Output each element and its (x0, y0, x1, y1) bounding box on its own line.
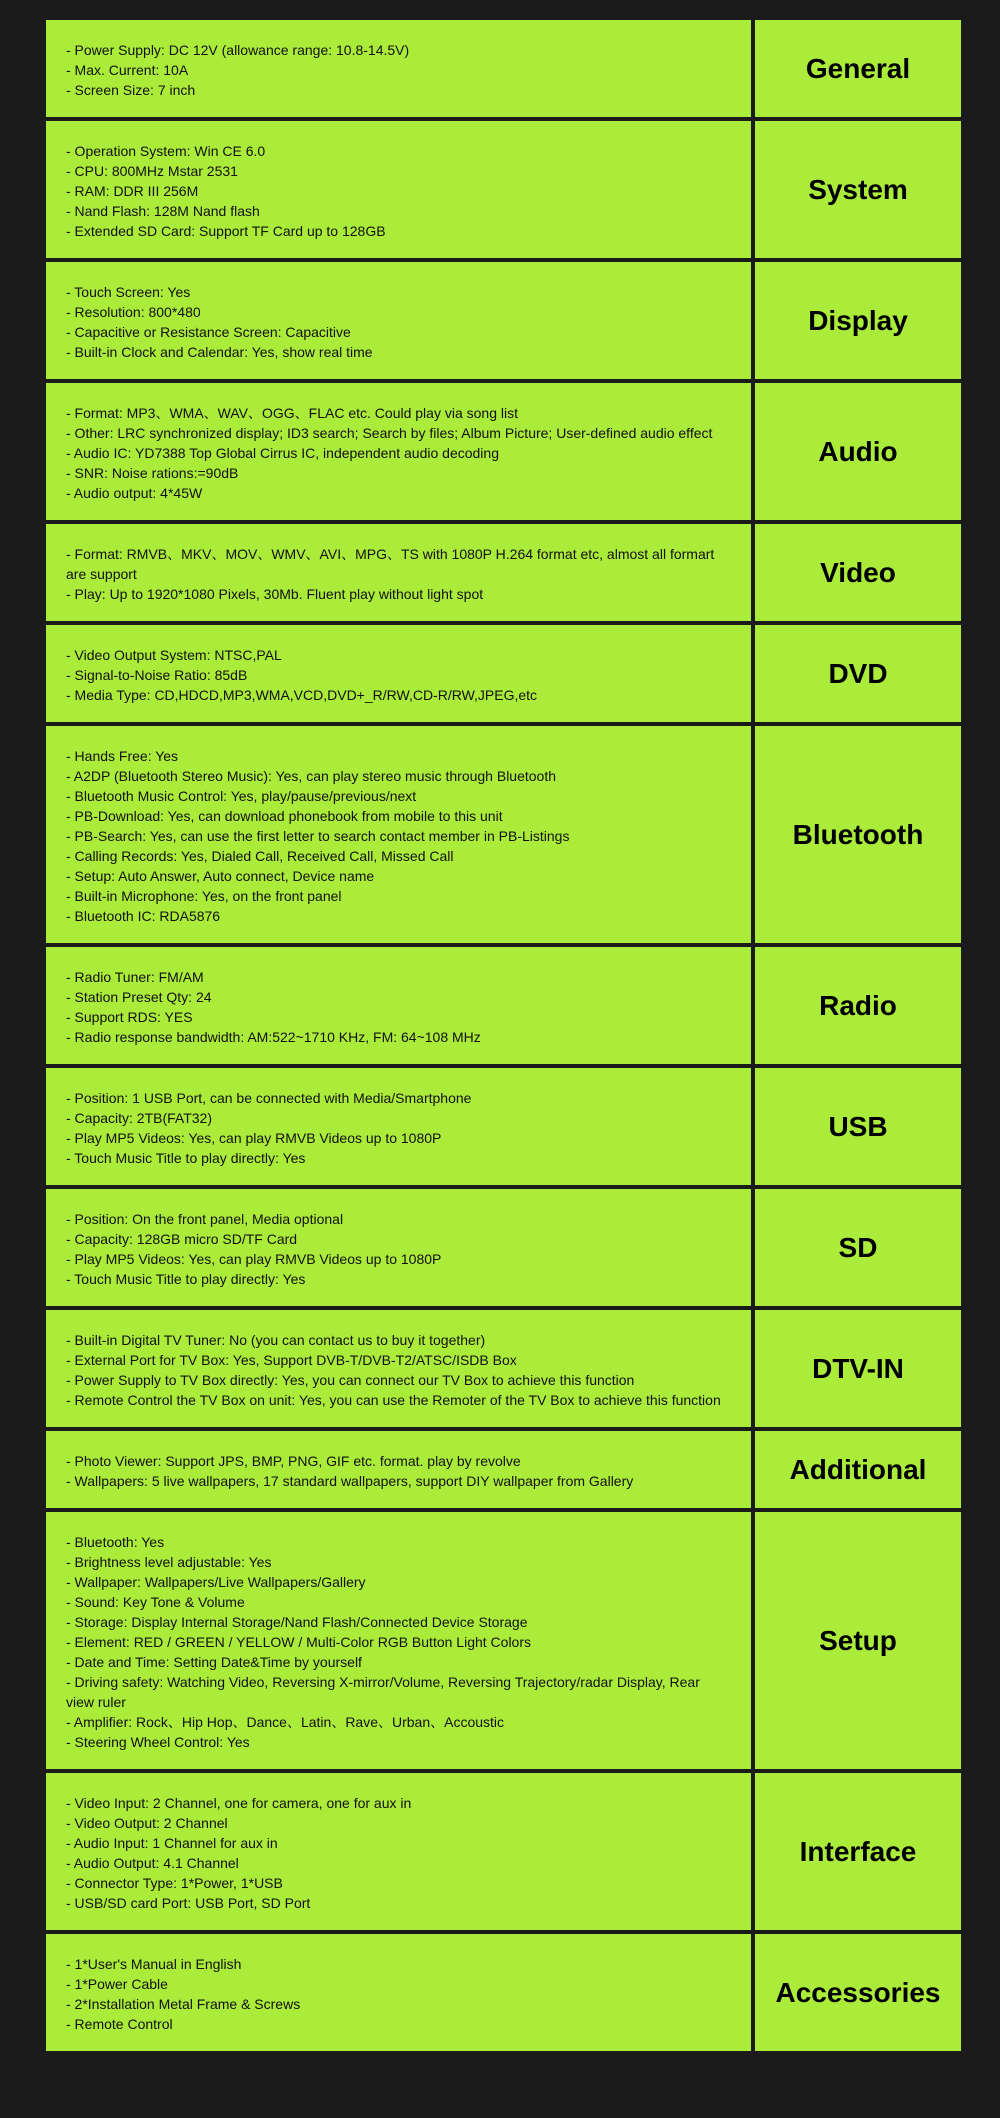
section-label-cell (753, 381, 963, 522)
spec-details (44, 1066, 753, 1187)
spec-details (44, 381, 753, 522)
spec-line: - Capacity: 2TB(FAT32) (66, 1110, 213, 1126)
spec-line: - Audio Input: 1 Channel for aux in (66, 1835, 278, 1851)
spec-row-setup (44, 1510, 963, 1771)
spec-line: - Support RDS: YES (66, 1009, 193, 1025)
spec-row-additional (44, 1429, 963, 1510)
section-label-cell (753, 1066, 963, 1187)
spec-details (44, 724, 753, 945)
spec-line: - Remote Control (66, 2016, 173, 2032)
spec-line: - Steering Wheel Control: Yes (66, 1734, 250, 1750)
spec-line: - 1*User's Manual in English (66, 1956, 242, 1972)
spec-line: - Remote Control the TV Box on unit: Yes, you can use the Remoter of the TV Box to achieve this function (66, 1392, 721, 1408)
spec-details (44, 260, 753, 381)
spec-line: - Photo Viewer: Support JPS, BMP, PNG, GIF etc. format. play by revolve (66, 1453, 521, 1469)
spec-line: - External Port for TV Box: Yes, Support DVB-T/DVB-T2/ATSC/ISDB Box (66, 1352, 517, 1368)
section-title: DTV-IN (812, 1352, 904, 1384)
section-label-cell (753, 1771, 963, 1932)
section-label-cell (753, 1429, 963, 1510)
spec-line: - Built-in Microphone: Yes, on the front panel (66, 888, 342, 904)
spec-line: - Capacity: 128GB micro SD/TF Card (66, 1231, 298, 1247)
section-label-cell (753, 260, 963, 381)
spec-details (44, 1308, 753, 1429)
section-title: System (808, 173, 908, 205)
section-label-cell (753, 724, 963, 945)
spec-row-interface (44, 1771, 963, 1932)
spec-row-radio (44, 945, 963, 1066)
spec-line: - Bluetooth IC: RDA5876 (66, 908, 221, 924)
spec-details (44, 1510, 753, 1771)
spec-line: - Position: 1 USB Port, can be connected with Media/Smartphone (66, 1090, 472, 1106)
spec-line: - Built-in Digital TV Tuner: No (you can contact us to buy it together) (66, 1332, 486, 1348)
spec-line: - Position: On the front panel, Media optional (66, 1211, 344, 1227)
spec-line: - Audio IC: YD7388 Top Global Cirrus IC, independent audio decoding (66, 445, 499, 461)
spec-row-bluetooth (44, 724, 963, 945)
spec-line: - A2DP (Bluetooth Stereo Music): Yes, can play stereo music through Bluetooth (66, 768, 557, 784)
section-label-cell (753, 945, 963, 1066)
spec-line: - Capacitive or Resistance Screen: Capacitive (66, 324, 351, 340)
spec-table (42, 16, 965, 2055)
spec-line: - Operation System: Win CE 6.0 (66, 143, 266, 159)
spec-line: - Audio output: 4*45W (66, 485, 203, 501)
spec-line: - Touch Music Title to play directly: Yes (66, 1271, 306, 1287)
spec-line: - Format: RMVB、MKV、MOV、WMV、AVI、MPG、TS with 1080P H.264 format etc, almost all formart are support (66, 546, 715, 582)
spec-line: - 2*Installation Metal Frame & Screws (66, 1996, 301, 2012)
section-label-cell (753, 119, 963, 260)
section-title: Bluetooth (792, 818, 924, 850)
spec-details (44, 119, 753, 260)
spec-line: - RAM: DDR III 256M (66, 183, 199, 199)
spec-line: - Storage: Display Internal Storage/Nand Flash/Connected Device Storage (66, 1614, 528, 1630)
section-title: Radio (819, 989, 897, 1021)
section-title: Additional (789, 1453, 927, 1485)
spec-line: - Calling Records: Yes, Dialed Call, Received Call, Missed Call (66, 848, 454, 864)
spec-row-audio (44, 381, 963, 522)
spec-line: - Built-in Clock and Calendar: Yes, show real time (66, 344, 373, 360)
spec-details (44, 1932, 753, 2053)
spec-line: - Play MP5 Videos: Yes, can play RMVB Videos up to 1080P (66, 1251, 442, 1267)
spec-line: - Radio response bandwidth: AM:522~1710 KHz, FM: 64~108 MHz (66, 1029, 481, 1045)
spec-details (44, 1771, 753, 1932)
section-title: Video (820, 556, 896, 588)
spec-line: - Audio Output: 4.1 Channel (66, 1855, 239, 1871)
spec-line: - 1*Power Cable (66, 1976, 168, 1992)
spec-details (44, 522, 753, 623)
spec-line: - Power Supply to TV Box directly: Yes, you can connect our TV Box to achieve this function (66, 1372, 635, 1388)
spec-line: - Bluetooth: Yes (66, 1534, 165, 1550)
section-label-cell (753, 1308, 963, 1429)
spec-line: - Wallpapers: 5 live wallpapers, 17 standard wallpapers, support DIY wallpaper from Gallery (66, 1473, 634, 1489)
spec-details (44, 623, 753, 724)
section-title: Setup (819, 1624, 897, 1656)
spec-line: - Extended SD Card: Support TF Card up to 128GB (66, 223, 386, 239)
section-title: General (805, 52, 911, 84)
spec-line: - Power Supply: DC 12V (allowance range: 10.8-14.5V) (66, 42, 410, 58)
spec-line: - Bluetooth Music Control: Yes, play/pause/previous/next (66, 788, 417, 804)
spec-line: - PB-Download: Yes, can download phonebook from mobile to this unit (66, 808, 503, 824)
spec-row-usb (44, 1066, 963, 1187)
spec-line: - Setup: Auto Answer, Auto connect, Device name (66, 868, 375, 884)
spec-line: - Signal-to-Noise Ratio: 85dB (66, 667, 248, 683)
spec-line: - Nand Flash: 128M Nand flash (66, 203, 260, 219)
spec-line: - Station Preset Qty: 24 (66, 989, 212, 1005)
spec-details (44, 18, 753, 119)
spec-line: - Video Output: 2 Channel (66, 1815, 228, 1831)
spec-line: - Connector Type: 1*Power, 1*USB (66, 1875, 283, 1891)
spec-line: - Date and Time: Setting Date&Time by yourself (66, 1654, 362, 1670)
spec-line: - Play: Up to 1920*1080 Pixels, 30Mb. Fluent play without light spot (66, 586, 484, 602)
spec-line: - CPU: 800MHz Mstar 2531 (66, 163, 238, 179)
section-label-cell (753, 1510, 963, 1771)
spec-row-dtv-in (44, 1308, 963, 1429)
section-label-cell (753, 623, 963, 724)
spec-line: - SNR: Noise rations:=90dB (66, 465, 239, 481)
section-title: SD (838, 1231, 878, 1263)
spec-line: - Touch Screen: Yes (66, 284, 191, 300)
section-title: Audio (818, 435, 898, 467)
section-label-cell (753, 1932, 963, 2053)
spec-line: - Video Output System: NTSC,PAL (66, 647, 282, 663)
spec-line: - Sound: Key Tone & Volume (66, 1594, 245, 1610)
spec-line: - Amplifier: Rock、Hip Hop、Dance、Latin、Rave、Urban、Accoustic (66, 1714, 505, 1730)
spec-row-video (44, 522, 963, 623)
spec-line: - Video Input: 2 Channel, one for camera, one for aux in (66, 1795, 412, 1811)
spec-row-sd (44, 1187, 963, 1308)
spec-line: - Radio Tuner: FM/AM (66, 969, 204, 985)
spec-row-accessories (44, 1932, 963, 2053)
spec-details (44, 1429, 753, 1510)
spec-line: - Resolution: 800*480 (66, 304, 201, 320)
section-label-cell (753, 1187, 963, 1308)
spec-row-dvd (44, 623, 963, 724)
spec-line: - Touch Music Title to play directly: Yes (66, 1150, 306, 1166)
spec-line: - PB-Search: Yes, can use the first letter to search contact member in PB-Listings (66, 828, 570, 844)
section-label-cell (753, 18, 963, 119)
spec-line: - Brightness level adjustable: Yes (66, 1554, 272, 1570)
section-title: Interface (799, 1835, 917, 1867)
spec-line: - Media Type: CD,HDCD,MP3,WMA,VCD,DVD+_R/RW,CD-R/RW,JPEG,etc (66, 687, 538, 703)
section-title: Display (808, 304, 908, 336)
spec-line: - Other: LRC synchronized display; ID3 search; Search by files; Album Picture; User-defined audio effect (66, 425, 713, 441)
section-label-cell (753, 522, 963, 623)
spec-row-system (44, 119, 963, 260)
spec-row-general (44, 18, 963, 119)
spec-line: - Play MP5 Videos: Yes, can play RMVB Videos up to 1080P (66, 1130, 442, 1146)
spec-row-display (44, 260, 963, 381)
section-title: DVD (828, 657, 888, 689)
spec-line: - Wallpaper: Wallpapers/Live Wallpapers/Gallery (66, 1574, 366, 1590)
spec-details (44, 1187, 753, 1308)
spec-line: - Element: RED / GREEN / YELLOW / Multi-Color RGB Button Light Colors (66, 1634, 532, 1650)
spec-line: - Driving safety: Watching Video, Reversing X-mirror/Volume, Reversing Trajectory/radar Display, Rear view ruler (66, 1674, 700, 1710)
spec-line: - Format: MP3、WMA、WAV、OGG、FLAC etc. Could play via song list (66, 405, 518, 421)
section-title: USB (828, 1110, 888, 1142)
spec-line: - USB/SD card Port: USB Port, SD Port (66, 1895, 311, 1911)
spec-line: - Screen Size: 7 inch (66, 82, 196, 98)
section-title: Accessories (775, 1976, 941, 2008)
spec-details (44, 945, 753, 1066)
spec-line: - Max. Current: 10A (66, 62, 189, 78)
spec-line: - Hands Free: Yes (66, 748, 179, 764)
